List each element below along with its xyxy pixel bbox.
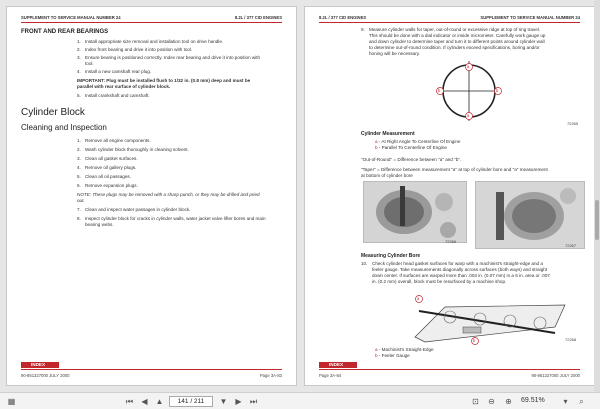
item-number: 4. <box>77 69 81 74</box>
header-left: SUPPLEMENT TO SERVICE MANUAL NUMBER 24 <box>21 15 121 20</box>
paragraph-line: honing will be necessary. <box>369 51 420 56</box>
legend-text: - Feeler Gauge <box>378 353 410 358</box>
legend-text: - Parallel To Centerline Of Engine <box>378 145 447 150</box>
cylinder-bore-photo-1 <box>363 181 467 243</box>
list-item: Remove expansion plugs. <box>85 183 138 188</box>
measuring-bore-title: Measuring Cylinder Bore <box>361 253 421 259</box>
label-b-right: b <box>496 88 499 93</box>
figure-code: 72266 <box>445 239 457 244</box>
note-cont: out. <box>77 198 85 203</box>
zoom-out-icon[interactable]: ⊖ <box>488 397 495 406</box>
list-item: Install a new camshaft rear plug. <box>85 69 152 74</box>
search-icon[interactable]: ⌕ <box>579 397 584 406</box>
fit-page-icon[interactable]: ⊡ <box>472 397 479 406</box>
important-note: IMPORTANT: Plug must be installed flush to 1/32 in. (0.8 mm) deep and must be <box>77 78 251 83</box>
footer-divider <box>319 369 580 370</box>
legend-key: b <box>375 353 378 358</box>
header-right: SUPPLEMENT TO SERVICE MANUAL NUMBER 24 <box>480 15 580 20</box>
legend-key: b <box>375 145 378 150</box>
index-link[interactable]: INDEX <box>21 362 59 368</box>
paragraph-line: This should be done with a dial indicator or inside micrometer. Carefully work gauge up <box>369 33 546 38</box>
viewer-toolbar <box>0 392 600 409</box>
section-front-rear-bearings: FRONT AND REAR BEARINGS <box>21 29 109 35</box>
taper-definition-cont: at bottom of cylinder bore <box>361 173 413 178</box>
item-number: 5. <box>77 174 81 179</box>
figure-code: 72268 <box>565 337 577 342</box>
page-up-icon[interactable]: ▲ <box>155 397 164 406</box>
label-b-left: b <box>438 88 441 93</box>
paragraph-line: feeler gauge. Take measurements diagonally across surfaces (both ways) and straight <box>372 267 548 272</box>
index-link[interactable]: INDEX <box>319 362 357 368</box>
header-left: 8.2L / 377 CID ENGINES <box>319 15 367 20</box>
item-number: 5. <box>77 93 81 98</box>
list-item: Wash cylinder block thoroughly in cleaning solvent. <box>85 147 189 152</box>
paragraph-line: Measure cylinder walls for taper, out-of-round or excessive ridge at top of ring travel. <box>369 27 541 32</box>
previous-page-icon[interactable]: ◀ <box>141 397 148 406</box>
legend-text: - At Right Angle To Centerline Of Engine <box>378 139 461 144</box>
left-page <box>6 6 297 386</box>
footer-left: 90-861327000 JULY 2000 <box>21 373 70 378</box>
item-number: 3. <box>77 55 81 60</box>
zoom-dropdown-icon[interactable]: ▾ <box>563 397 568 406</box>
scrollbar-thumb[interactable] <box>595 200 599 240</box>
list-item: Remove all engine components. <box>85 138 151 143</box>
label-a-top: a <box>467 64 470 69</box>
cylinder-bore-photo-2 <box>475 181 585 249</box>
list-item: Index front bearing and drive it into position with tool. <box>85 47 193 52</box>
list-item: Inspect cylinder block for cracks in cylinder walls, water jacket valve lifter bores and main <box>85 216 266 221</box>
note: NOTE: These plugs may be removed with a sharp punch, or they may be drilled and pried <box>77 192 260 197</box>
vertical-scrollbar[interactable] <box>594 0 600 392</box>
straight-edge-diagram <box>405 287 575 347</box>
page-down-icon[interactable]: ▼ <box>219 397 228 406</box>
list-item: Clean all gasket surfaces. <box>85 156 138 161</box>
list-item: Install appropriate size removal and installation tool on drive handle. <box>85 39 224 44</box>
paragraph-line: to determine out-of-round condition. If cylinders exceed specifications, boring and/or <box>369 45 540 50</box>
item-number: 7. <box>77 207 81 212</box>
figure-code: 72265 <box>567 121 579 126</box>
item-number: 3. <box>77 156 81 161</box>
label-b: b <box>473 338 476 343</box>
last-page-icon[interactable]: ⏭ <box>249 397 258 406</box>
list-item: Remove oil gallery plugs. <box>85 165 137 170</box>
next-page-icon[interactable]: ▶ <box>235 397 242 406</box>
paragraph-line: Check cylinder head gasket surfaces for warp with a machinist's straight-edge and a <box>372 261 543 266</box>
page-number-input[interactable]: 141 / 211 <box>169 396 213 407</box>
important-note-cont: parallel with rear surface of cylinder block. <box>77 84 171 89</box>
list-item: Clean and inspect water passages in cylinder block. <box>85 207 191 212</box>
cylinder-measurement-title: Cylinder Measurement <box>361 131 415 137</box>
photo-illustration <box>364 182 467 243</box>
item-number: 2. <box>77 147 81 152</box>
paragraph-line: down center. If surfaces are warped more than .003 in. (0.07 mm) in a 6 in. area or .007 <box>372 273 550 278</box>
item-number: 9. <box>361 27 365 32</box>
zoom-level[interactable]: 69.51% <box>521 397 545 404</box>
item-number: 10. <box>361 261 368 266</box>
zoom-in-icon[interactable]: ⊕ <box>505 397 512 406</box>
label-a: a <box>417 296 420 301</box>
legend-key: a <box>375 347 378 352</box>
item-number: 1. <box>77 138 81 143</box>
item-number: 4. <box>77 165 81 170</box>
out-of-round-definition: "Out-of-Round" = Difference between "a" and "b". <box>361 157 462 162</box>
first-page-icon[interactable]: ⏮ <box>125 397 134 406</box>
footer-right: Page 3A-83 <box>259 373 282 378</box>
item-number: 2. <box>77 47 81 52</box>
section-cleaning-inspection: Cleaning and Inspection <box>21 123 107 132</box>
paragraph-line: and down cylinder to determine taper and turn it to different points around cylinder wall <box>369 39 545 44</box>
legend-key: a <box>375 139 378 144</box>
footer-divider <box>21 369 282 370</box>
label-a-bottom: a <box>467 113 470 118</box>
list-item: Clean all oil passages. <box>85 174 131 179</box>
taper-definition: "Taper" = Difference between measurement "a" at top of cylinder bore and "a" measurement <box>361 167 548 172</box>
list-item: Install crankshaft and camshaft. <box>85 93 150 98</box>
right-page-header <box>319 15 580 23</box>
list-item: bearing webs. <box>85 222 114 227</box>
footer-left: Page 3A-84 <box>319 373 342 378</box>
right-page <box>304 6 595 386</box>
legend-text: - Machinist's Straight-Edge <box>378 347 434 352</box>
paragraph-line: in. (0.2 mm) overall, block must be resurfaced by a machine shop. <box>372 279 507 284</box>
figure-code: 72267 <box>565 243 577 248</box>
section-cylinder-block: Cylinder Block <box>21 107 85 118</box>
item-number: 6. <box>77 183 81 188</box>
item-number: 8. <box>77 216 81 221</box>
list-item: tool. <box>85 61 94 66</box>
item-number: 1. <box>77 39 81 44</box>
left-page-header <box>21 15 282 23</box>
header-right: 8.2L / 377 CID ENGINES <box>234 15 282 20</box>
thumbnails-icon[interactable]: ▦ <box>7 397 16 406</box>
footer-right: 90-861327000 JULY 2000 <box>531 373 580 378</box>
photo-illustration <box>476 182 585 249</box>
list-item: Ensure bearing is positioned correctly. Index rear bearing and drive it into position with <box>85 55 261 60</box>
